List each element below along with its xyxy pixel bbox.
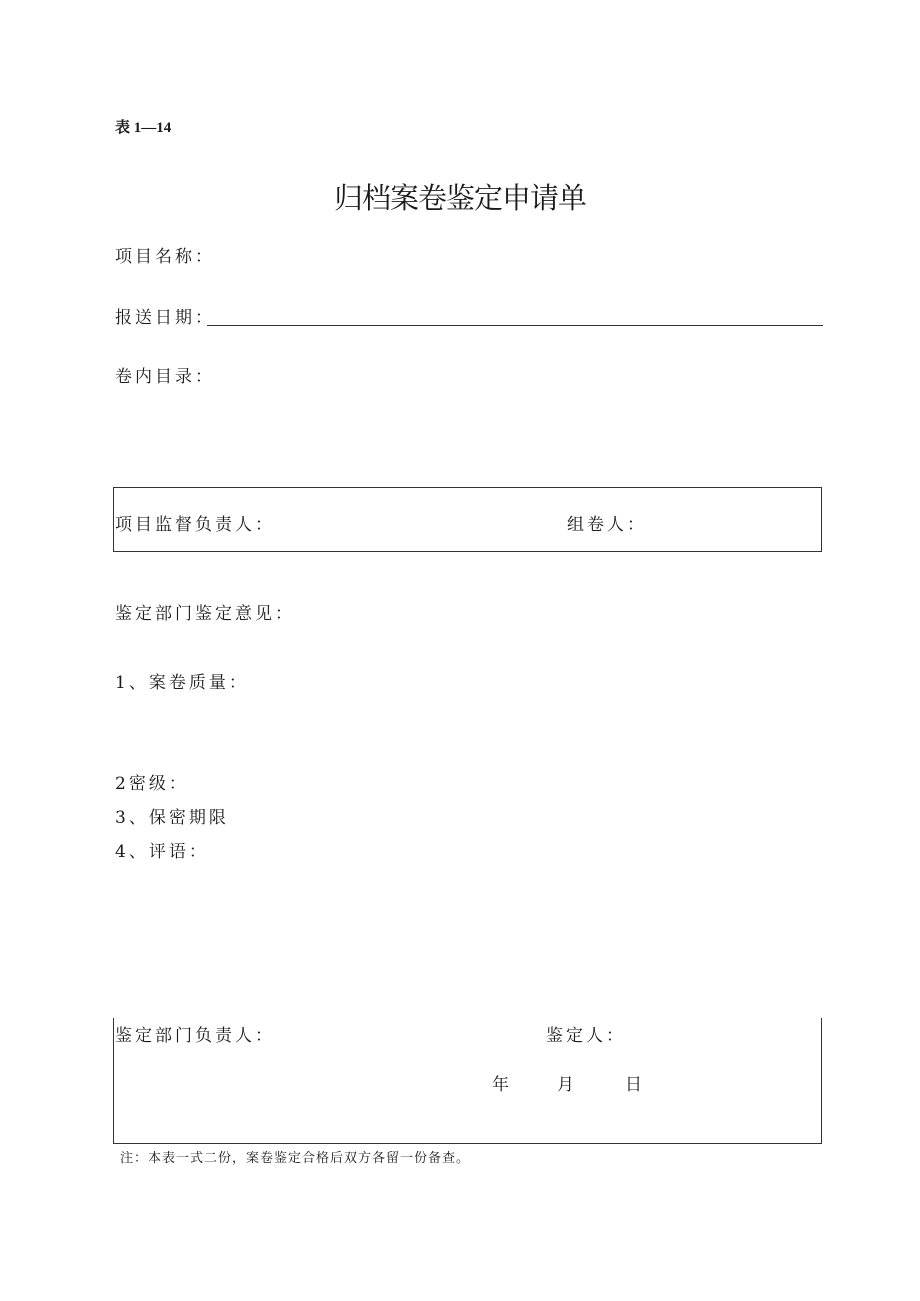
report-date-label: 报送日期： [115,308,215,328]
page-title: 归档案卷鉴定申请单 [333,181,586,215]
footnote: 注：本表一式二份，案卷鉴定合格后双方各留一份备查。 [120,1151,471,1166]
opinion-item-comments: 4、评语： [115,842,209,862]
opinion-item-secrecy-period: 3、保密期限 [115,808,229,828]
date-day-label: 日 [625,1075,642,1095]
dept-head-label: 鉴定部门负责人： [115,1026,275,1046]
opinion-item-quality: 1、案卷质量： [115,673,249,693]
opinion-heading: 鉴定部门鉴定意见： [115,604,295,624]
date-month-label: 月 [557,1075,574,1095]
supervisor-label: 项目监督负责人： [115,515,275,535]
appraiser-label: 鉴定人： [546,1026,626,1046]
opinion-item-secrecy-level: 2密级： [115,774,189,794]
date-year-label: 年 [492,1075,509,1095]
catalog-label: 卷内目录： [115,367,215,387]
table-number: 表 1—14 [115,120,172,136]
compiler-label: 组卷人： [567,515,647,535]
report-date-underline [207,325,823,326]
project-name-label: 项目名称： [115,247,215,267]
